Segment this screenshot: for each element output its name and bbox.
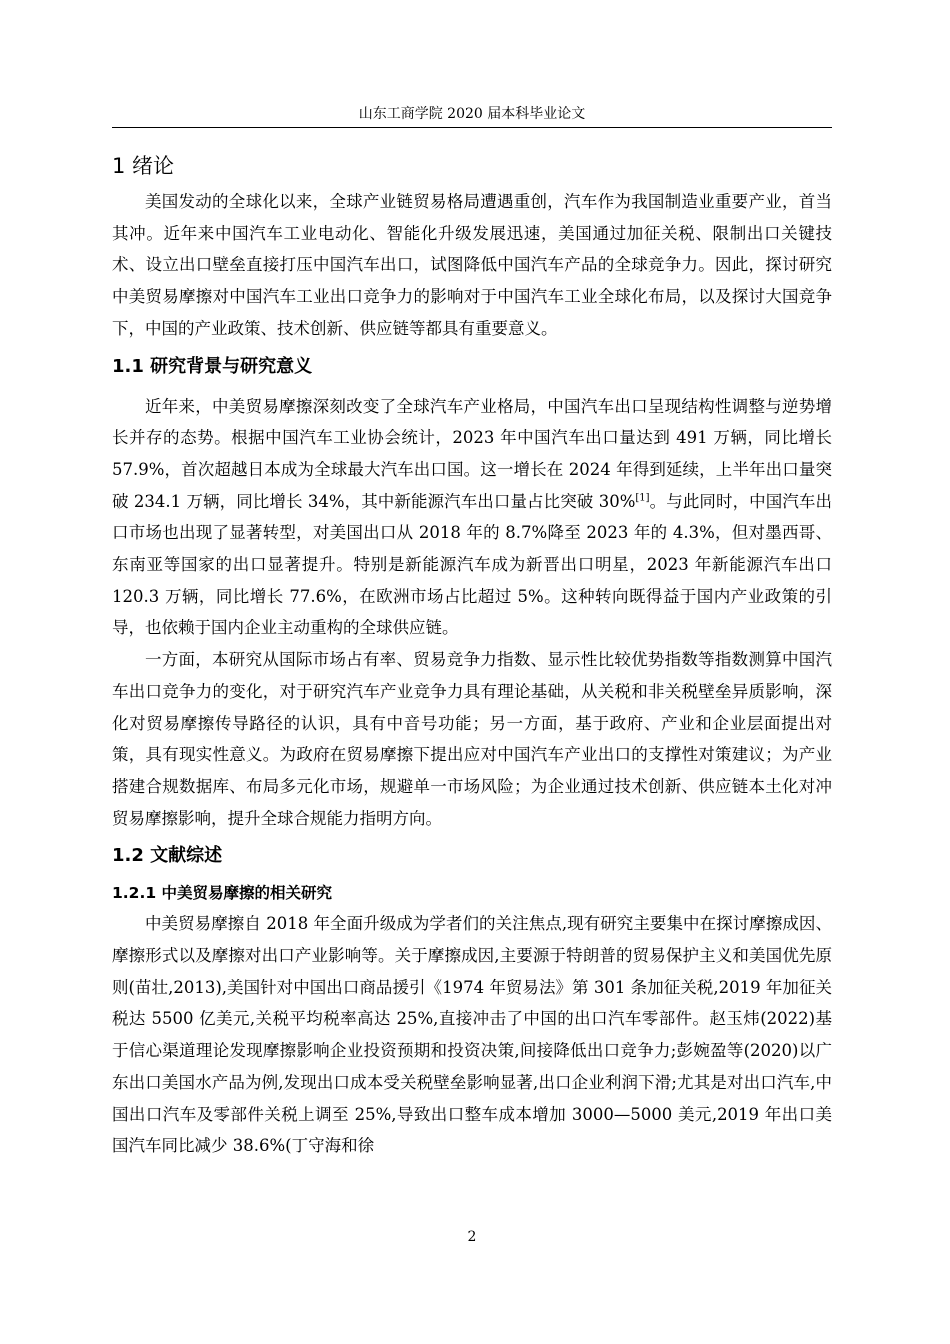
citation-1: [1] xyxy=(635,492,650,504)
literature-paragraph: 中美贸易摩擦自 2018 年全面升级成为学者们的关注焦点,现有研究主要集中在探讨摩擦成因、摩擦形式以及摩擦对出口产业影响等。关于摩擦成因,主要源于特朗普的贸易保护主义和美国优先原则(苗壮,2013),美国针对中国出口商品援引《1974 年贸易法》第 301 条加征关税,2019 年加征关税达 5500 亿美元,关税平均税率高达 25%,直接冲击了中国的出口汽车零部件。赵玉炜(2022)基于信心渠道理论发现摩擦影响企业投资预期和投资决策,间接降低出口竞争力;彭婉盈等(2020)以广东出口美国水产品为例,发现出口成本受关税壁垒影响显著,出口企业利润下滑;尤其是对出口汽车,中国出口汽车及零部件关税上调至 25%,导致出口整车成本增加 3000—5000 美元,2019 年出口美国汽车同比减少 38.6%(丁守海和徐 xyxy=(112,914,832,1156)
page-number: 2 xyxy=(467,1229,477,1245)
background-text-part1: 近年来，中美贸易摩擦深刻改变了全球汽车产业格局，中国汽车出口呈现结构性调整与逆势增长并存的态势。根据中国汽车工业协会统计，2023 年中国汽车出口量达到 491 万辆，同比增长 57.9%，首次超越日本成为全球最大汽车出口国。这一增长在 2024 年得到延续，上半年出口量突破 234.1 万辆，同比增长 34%，其中新能源汽车出口量占比突破 30% xyxy=(112,396,832,511)
background-text-part2: 。与此同时，中国汽车出口市场也出现了显著转型，对美国出口从 2018 年的 8.7%降至 2023 年的 4.3%，但对墨西哥、东南亚等国家的出口显著提升。特别是新能源汽车成为新晋出口明星，2023 年新能源汽车出口 120.3 万辆，同比增长 77.6%，在欧洲市场占比超过 5%。这种转向既得益于国内产业政策的引导，也依赖于国内企业主动重构的全球供应链。 xyxy=(112,491,832,638)
background-paragraph xyxy=(112,391,832,645)
section-heading-1-1: 1.1 研究背景与研究意义 xyxy=(112,355,313,377)
running-header: 山东工商学院 2020 届本科毕业论文 xyxy=(358,106,586,122)
chapter-intro-paragraph: 美国发动的全球化以来，全球产业链贸易格局遭遇重创，汽车作为我国制造业重要产业，首当其冲。近年来中国汽车工业电动化、智能化升级发展迅速，美国通过加征关税、限制出口关键技术、设立出口壁垒直接打压中国汽车出口，试图降低中国汽车产品的全球竞争力。因此，探讨研究中美贸易摩擦对中国汽车工业出口竞争力的影响对于中国汽车工业全球化布局，以及探讨大国竞争下，中国的产业政策、技术创新、供应链等都具有重要意义。 xyxy=(112,192,832,338)
chapter-heading: 1 绪论 xyxy=(112,154,175,178)
page-body xyxy=(112,146,832,1162)
significance-paragraph: 一方面，本研究从国际市场占有率、贸易竞争力指数、显示性比较优势指数等指数测算中国汽车出口竞争力的变化，对于研究汽车产业竞争力具有理论基础，从关税和非关税壁垒异质影响，深化对贸易摩擦传导路径的认识，具有中音号功能；另一方面，基于政府、产业和企业层面提出对策，具有现实性意义。为政府在贸易摩擦下提出应对中国汽车产业出口的支撑性对策建议；为产业搭建合规数据库、布局多元化市场，规避单一市场风险；为企业通过技术创新、供应链本土化对冲贸易摩擦影响，提升全球合规能力指明方向。 xyxy=(112,650,832,828)
header-rule xyxy=(112,127,832,128)
section-heading-1-2: 1.2 文献综述 xyxy=(112,845,223,867)
subsection-heading-1-2-1: 1.2.1 中美贸易摩擦的相关研究 xyxy=(112,884,333,903)
